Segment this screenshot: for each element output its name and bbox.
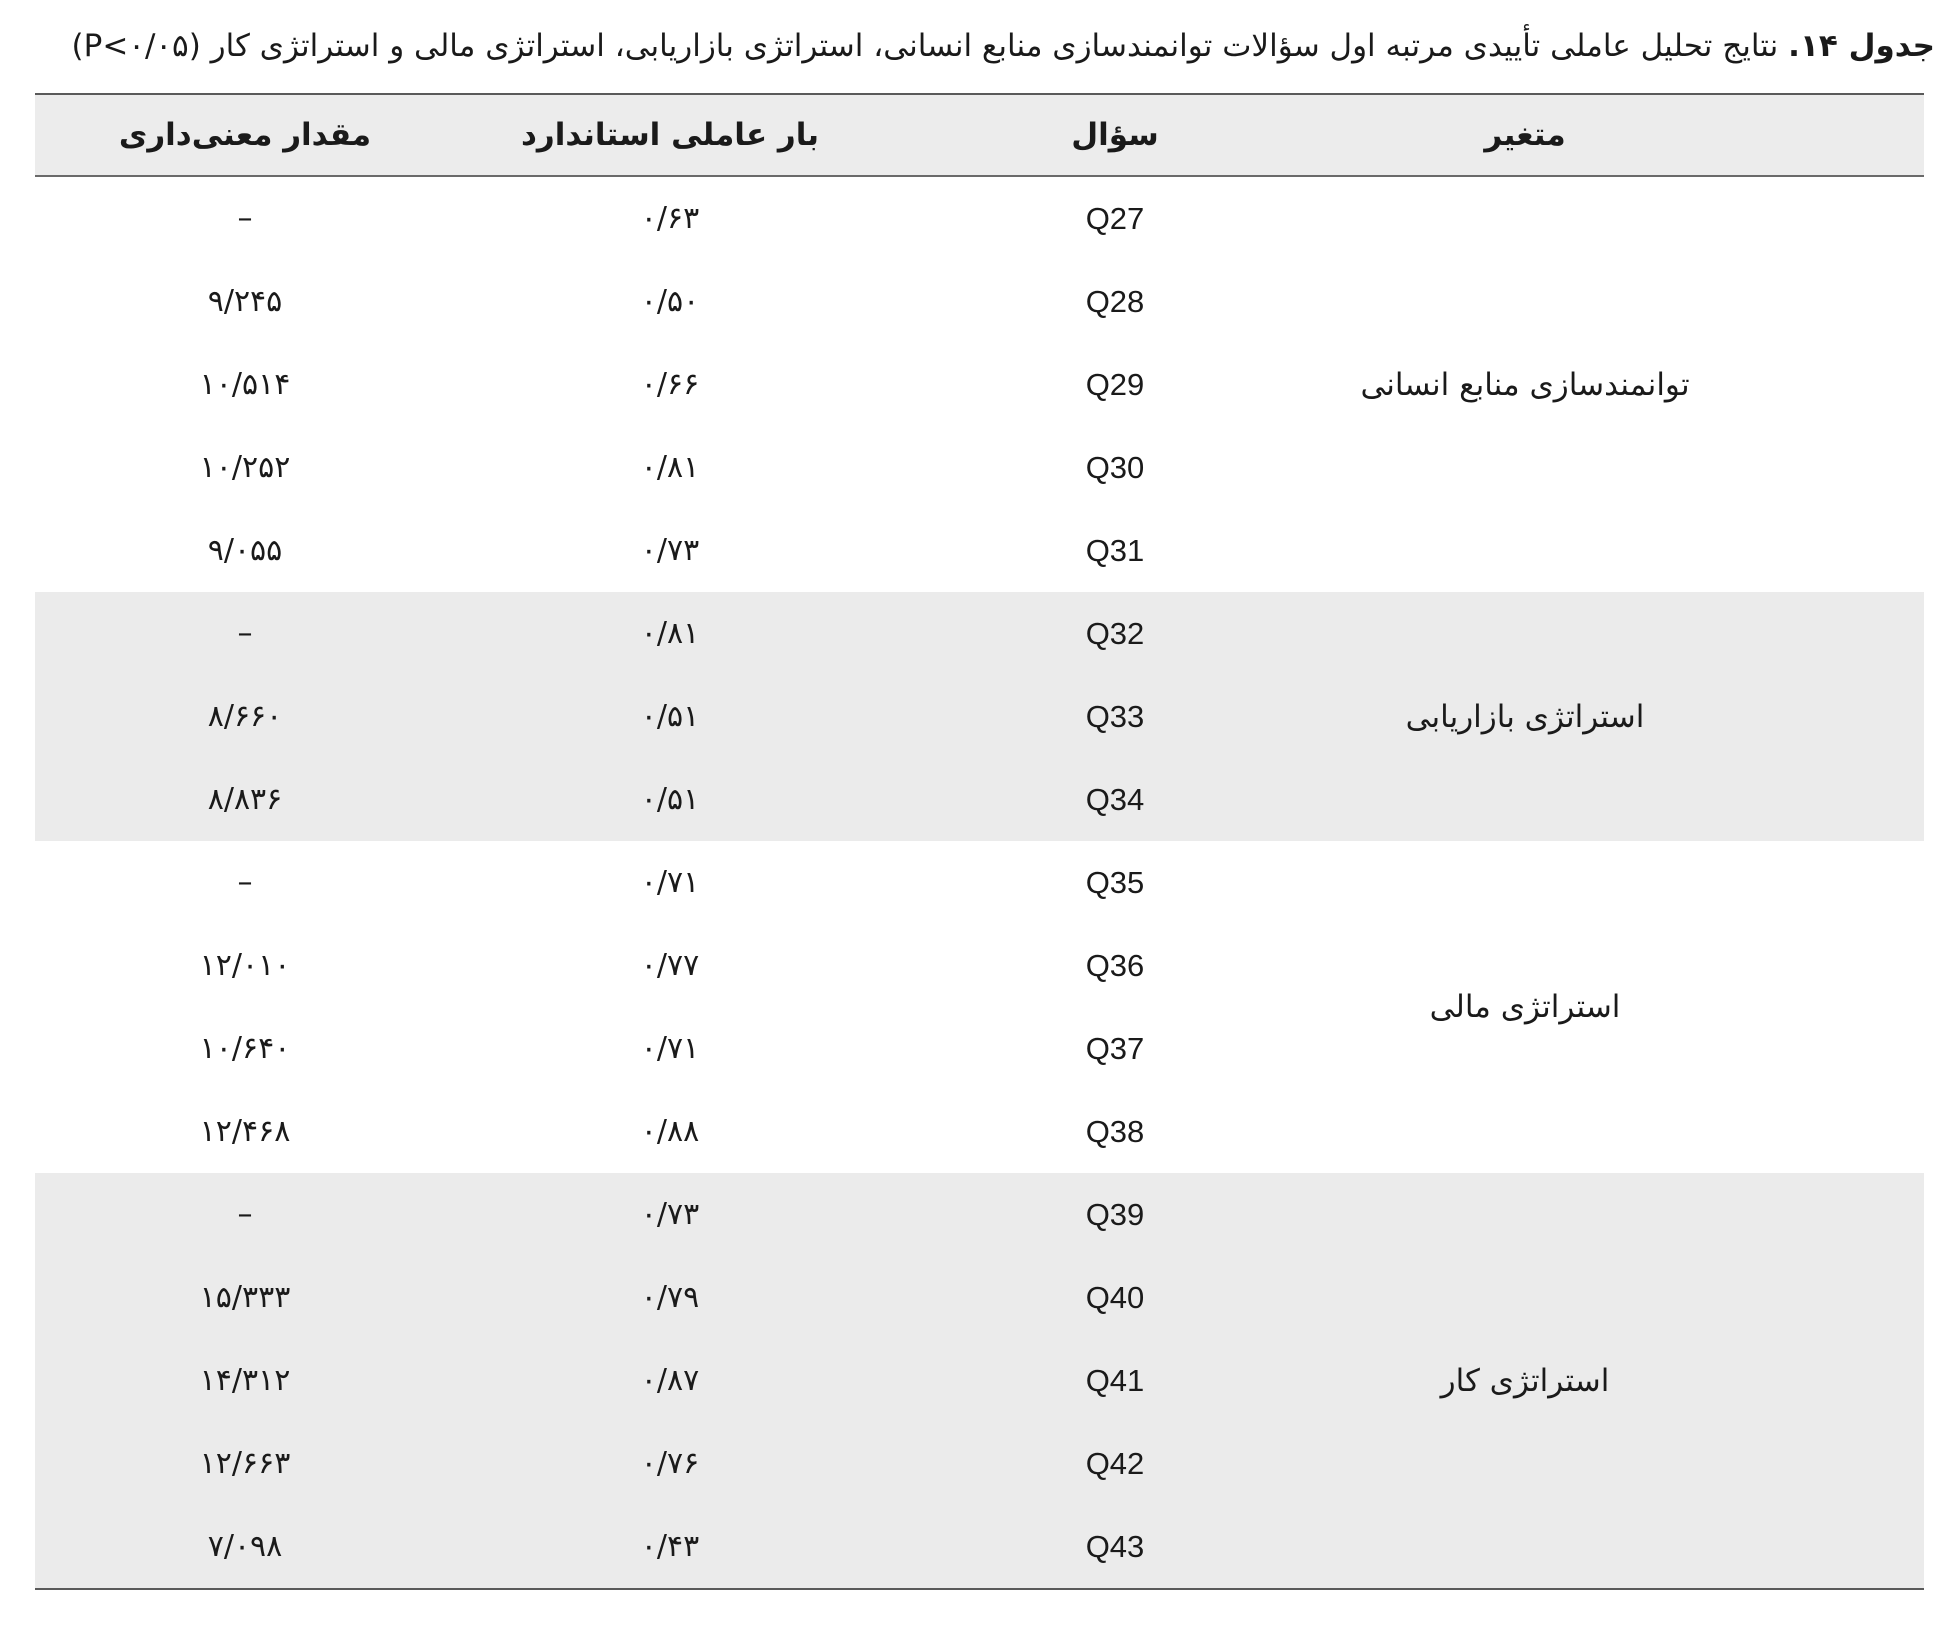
loading-cell: ۰/۵۱ (640, 699, 700, 734)
variable-group (35, 841, 1924, 1173)
question-cell: Q31 (1085, 532, 1145, 568)
question-cell: Q28 (1085, 283, 1145, 319)
table-bottom-rule (35, 1588, 1924, 1590)
question-cell: Q43 (1085, 1528, 1145, 1564)
significance-cell: ۹/۰۵۵ (207, 533, 283, 568)
significance-cell: ۱۲/۰۱۰ (199, 948, 291, 983)
variable-name: استراتژی کار (1440, 1362, 1610, 1399)
variable-name: استراتژی مالی (1429, 989, 1621, 1025)
header-variable: متغیر (1484, 117, 1566, 153)
question-cell: Q35 (1085, 864, 1145, 900)
significance-cell: – (237, 616, 253, 651)
loading-cell: ۰/۵۱ (640, 782, 700, 817)
significance-cell: ۱۵/۳۳۳ (199, 1280, 291, 1315)
question-cell: Q40 (1085, 1279, 1145, 1315)
question-cell: Q39 (1085, 1196, 1145, 1232)
significance-cell: ۹/۲۴۵ (207, 284, 283, 319)
significance-cell: ۸/۸۳۶ (207, 782, 283, 817)
loading-cell: ۰/۸۸ (640, 1114, 700, 1149)
question-cell: Q33 (1085, 698, 1145, 734)
loading-cell: ۰/۷۷ (640, 948, 700, 983)
header-question: سؤال (1071, 117, 1159, 153)
significance-cell: ۱۴/۳۱۲ (199, 1363, 291, 1398)
table-body (35, 177, 1924, 1588)
caption-text: نتایج تحلیل عاملی تأییدی مرتبه اول سؤالات توانمندسازی منابع انسانی، استراتژی بازاریابی، استراتژی مالی و استراتژی کار (P<۰/۰۵) (71, 28, 1779, 64)
header-significance: مقدار معنی‌داری (118, 117, 372, 153)
question-cell: Q32 (1085, 615, 1145, 651)
question-cell: Q27 (1085, 200, 1145, 236)
loading-cell: ۰/۸۷ (640, 1363, 700, 1398)
loading-cell: ۰/۷۳ (640, 533, 700, 568)
loading-cell: ۰/۷۱ (640, 865, 700, 900)
loading-cell: ۰/۷۳ (640, 1197, 700, 1232)
question-cell: Q41 (1085, 1362, 1145, 1398)
significance-cell: ۸/۶۶۰ (207, 699, 283, 734)
caption-label: جدول ۱۴. (1788, 28, 1935, 64)
significance-cell: ۱۰/۲۵۲ (199, 450, 291, 485)
table-header-row (35, 95, 1924, 177)
significance-cell: – (237, 865, 253, 900)
loading-cell: ۰/۷۹ (640, 1280, 700, 1315)
significance-cell: ۱۰/۵۱۴ (199, 367, 291, 402)
header-loading: بار عاملی استاندارد (520, 117, 820, 153)
variable-group (35, 592, 1924, 841)
question-cell: Q36 (1085, 947, 1145, 983)
question-cell: Q30 (1085, 449, 1145, 485)
loading-cell: ۰/۷۱ (640, 1031, 700, 1066)
loading-cell: ۰/۵۰ (640, 284, 700, 319)
significance-cell: ۱۲/۴۶۸ (199, 1114, 291, 1149)
table-caption (35, 24, 1935, 68)
loading-cell: ۰/۶۳ (640, 201, 700, 236)
variable-name: توانمندسازی منابع انسانی (1360, 366, 1690, 403)
significance-cell: – (237, 1197, 253, 1232)
significance-cell: – (237, 201, 253, 236)
variable-name: استراتژی بازاریابی (1405, 698, 1645, 735)
significance-cell: ۱۲/۶۶۳ (199, 1446, 291, 1481)
question-cell: Q29 (1085, 366, 1145, 402)
variable-group (35, 1173, 1924, 1588)
significance-cell: ۱۰/۶۴۰ (199, 1031, 291, 1066)
loading-cell: ۰/۴۳ (640, 1529, 700, 1564)
significance-cell: ۷/۰۹۸ (207, 1529, 283, 1564)
results-table (35, 93, 1924, 1590)
question-cell: Q37 (1085, 1030, 1145, 1066)
question-cell: Q38 (1085, 1113, 1145, 1149)
loading-cell: ۰/۷۶ (640, 1446, 700, 1481)
question-cell: Q42 (1085, 1445, 1145, 1481)
question-cell: Q34 (1085, 781, 1145, 817)
loading-cell: ۰/۸۱ (640, 450, 700, 485)
loading-cell: ۰/۶۶ (640, 367, 700, 402)
variable-group (35, 177, 1924, 592)
loading-cell: ۰/۸۱ (640, 616, 700, 651)
